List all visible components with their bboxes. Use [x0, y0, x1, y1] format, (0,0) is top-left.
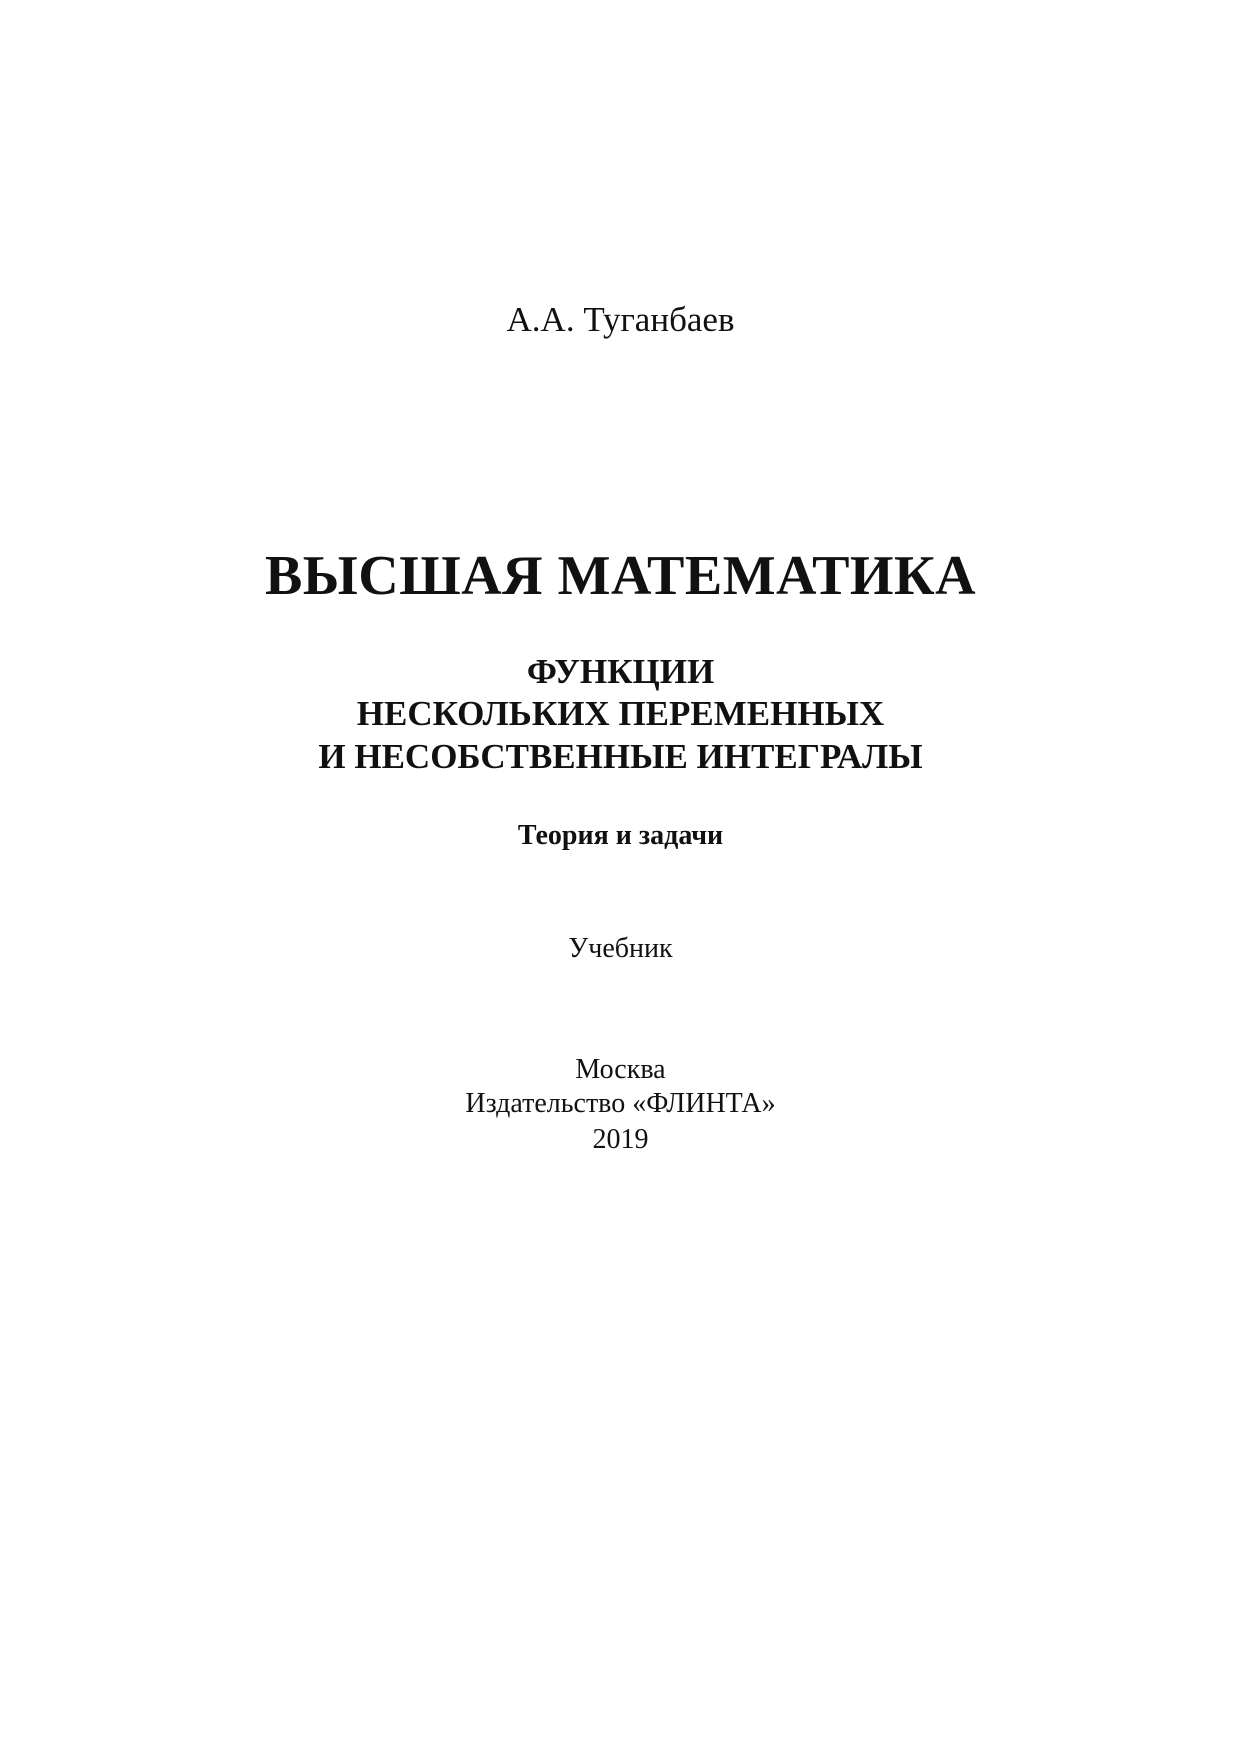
subtitle-line-1: ФУНКЦИИ [526, 652, 715, 691]
imprint-city: Москва [575, 1054, 666, 1085]
author-name: А.А. Туганбаев [506, 300, 735, 339]
book-genre: Теория и задачи [517, 820, 724, 851]
subtitle-line-2: НЕСКОЛЬКИХ ПЕРЕМЕННЫХ [356, 694, 885, 733]
imprint-publisher: Издательство «ФЛИНТА» [465, 1088, 776, 1119]
imprint-year: 2019 [592, 1124, 649, 1155]
subtitle-line-3: И НЕСОБСТВЕННЫЕ ИНТЕГРАЛЫ [318, 737, 923, 776]
book-kind: Учебник [568, 933, 673, 964]
book-title: ВЫСШАЯ МАТЕМАТИКА [264, 545, 977, 607]
